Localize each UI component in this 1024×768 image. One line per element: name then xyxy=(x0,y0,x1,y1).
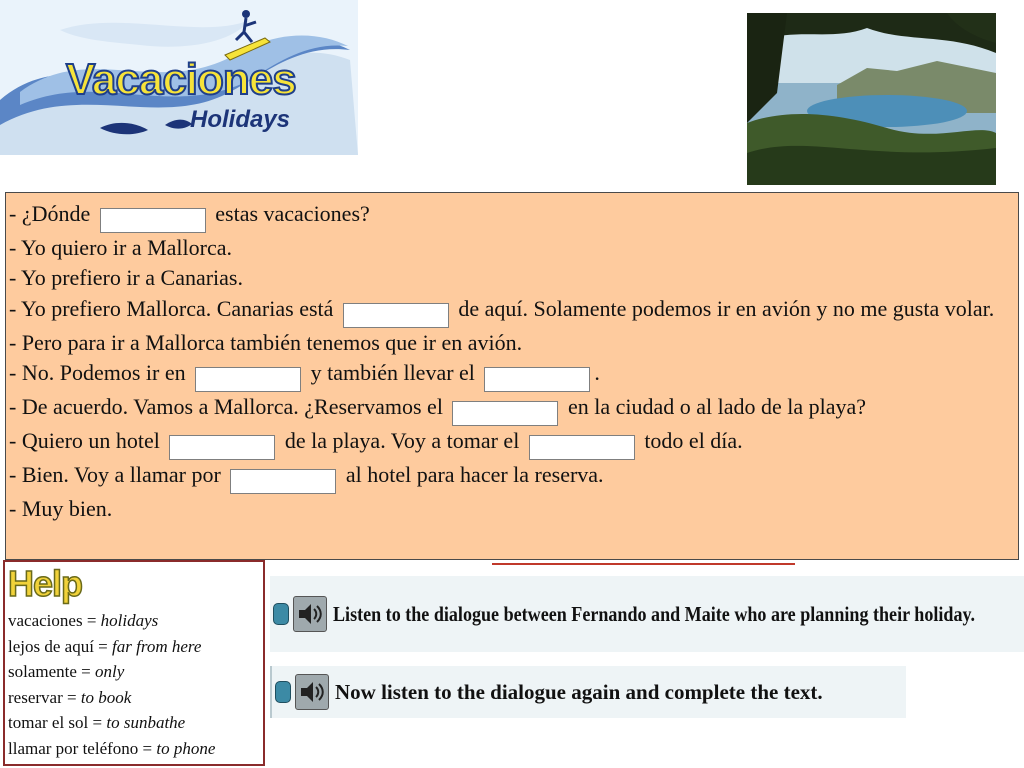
dialogue-box xyxy=(5,192,1019,560)
dialogue-line xyxy=(9,426,1012,460)
dialogue-line xyxy=(9,358,1012,392)
help-spanish-term: tomar el sol = xyxy=(8,713,107,733)
listen-again-row xyxy=(270,666,906,718)
speaker-icon[interactable] xyxy=(295,674,329,710)
dialogue-text: - Pero para ir a Mallorca también tenemos que ir en avión. xyxy=(9,329,523,355)
dialogue-line xyxy=(9,328,1012,358)
bullet-icon xyxy=(275,681,291,703)
dialogue-text: - Yo prefiero ir a Canarias. xyxy=(9,265,243,291)
dialogue-text: de la playa. Voy a tomar el xyxy=(279,427,525,453)
answer-input-5[interactable] xyxy=(452,401,558,426)
help-english-meaning: to sunbathe xyxy=(106,713,186,733)
dialogue-text: - De acuerdo. Vamos a Mallorca. ¿Reservamos el xyxy=(9,393,449,419)
row-separator xyxy=(270,666,272,718)
help-vocab-item xyxy=(8,736,263,762)
answer-input-8[interactable] xyxy=(230,469,336,494)
answer-input-4[interactable] xyxy=(484,367,590,392)
dialogue-text: estas vacaciones? xyxy=(209,201,370,226)
dialogue-line xyxy=(9,460,1012,494)
dialogue-text: - Yo prefiero Mallorca. Canarias está xyxy=(9,295,339,321)
dialogue-text: . xyxy=(594,359,600,385)
listen-dialogue-row xyxy=(270,576,1024,652)
vacaciones-holidays-logo xyxy=(0,0,358,155)
help-english-meaning: far from here xyxy=(112,636,202,656)
help-spanish-term: solamente = xyxy=(8,662,96,682)
help-title: Help xyxy=(8,563,83,604)
logo-subtitle: Holidays xyxy=(190,106,291,133)
dialogue-text: - Bien. Voy a llamar por xyxy=(9,461,227,487)
bullet-icon xyxy=(273,603,289,625)
speaker-icon[interactable] xyxy=(293,596,327,632)
help-english-meaning: to book xyxy=(80,687,132,707)
answer-input-7[interactable] xyxy=(529,435,635,460)
help-spanish-term: llamar por teléfono = xyxy=(8,738,157,758)
help-vocab-item xyxy=(8,710,263,736)
answer-input-2[interactable] xyxy=(343,303,449,328)
listen-instruction-1: Listen to the dialogue between Fernando and Maite who are planning their holiday. xyxy=(333,601,976,626)
mallorca-bay-photo xyxy=(747,13,996,185)
answer-input-1[interactable] xyxy=(100,208,206,233)
help-spanish-term: reservar = xyxy=(8,687,81,707)
dialogue-text: y también llevar el xyxy=(305,359,481,385)
dialogue-line xyxy=(9,392,1012,426)
dialogue-text: - No. Podemos ir en xyxy=(9,359,192,385)
dialogue-text: - Quiero un hotel xyxy=(9,427,166,453)
help-vocab-item xyxy=(8,608,263,634)
dialogue-line xyxy=(9,199,1012,233)
dialogue-text: de aquí. Solamente podemos ir en avión y no me gusta volar. xyxy=(452,295,995,321)
help-vocab-item xyxy=(8,659,263,685)
dialogue-line xyxy=(9,233,1012,263)
dialogue-text: todo el día. xyxy=(638,427,743,453)
help-vocab-item xyxy=(8,685,263,711)
help-english-meaning: only xyxy=(95,662,125,682)
dialogue-text: - Yo quiero ir a Mallorca. xyxy=(9,235,233,260)
dialogue-line xyxy=(9,494,1012,524)
answer-input-6[interactable] xyxy=(169,435,275,460)
dialogue-line xyxy=(9,294,1012,328)
dialogue-text: al hotel para hacer la reserva. xyxy=(340,461,604,487)
help-english-meaning: holidays xyxy=(100,611,159,630)
logo-title: Vacaciones xyxy=(66,55,296,104)
dialogue-text: - Muy bien. xyxy=(9,495,113,521)
dialogue-text: en la ciudad o al lado de la playa? xyxy=(562,393,867,419)
help-spanish-term: lejos de aquí = xyxy=(8,636,113,656)
dialogue-line xyxy=(9,263,1012,293)
help-english-meaning: to phone xyxy=(156,738,216,758)
divider xyxy=(492,563,795,565)
help-spanish-term: vacaciones = xyxy=(8,611,101,630)
answer-input-3[interactable] xyxy=(195,367,301,392)
dialogue-text: - ¿Dónde xyxy=(9,201,96,226)
help-vocab-item xyxy=(8,634,263,660)
listen-instruction-2: Now listen to the dialogue again and complete the text. xyxy=(335,679,823,704)
help-box xyxy=(3,560,265,766)
